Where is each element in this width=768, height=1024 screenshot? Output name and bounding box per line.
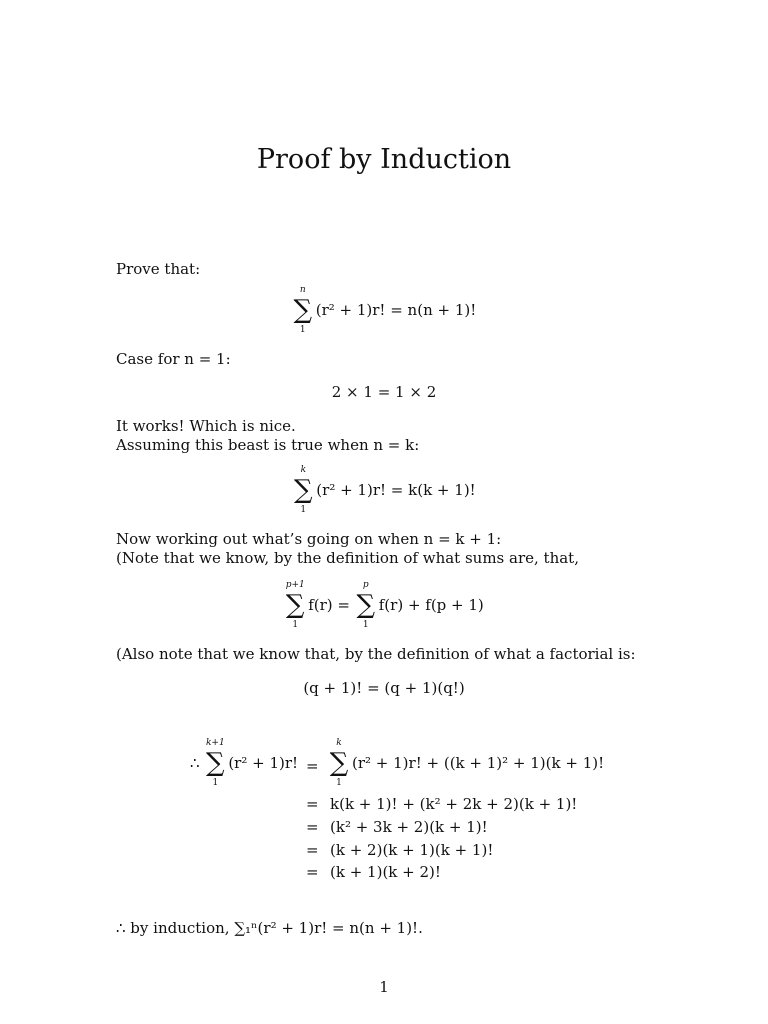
case-n1-equation: 2 × 1 = 1 × 2 — [331, 383, 437, 401]
equation-sum-definition — [0, 580, 768, 630]
chain-lhs-body: (r² + 1)r! — [228, 754, 299, 772]
assuming-text: Assuming this beast is true when n = k: — [116, 436, 420, 454]
chain-equals-1: = — [306, 757, 319, 775]
equation-sum-rhs: f(r) + f(p + 1) — [378, 596, 484, 614]
chain-line-4: (k + 2)(k + 1)(k + 1)! — [330, 841, 494, 859]
chain-line-5: (k + 1)(k + 2)! — [330, 863, 441, 881]
summation-symbol: n ∑ 1 — [293, 285, 312, 335]
chain-line-1 — [328, 738, 605, 790]
chain-lhs — [190, 738, 299, 790]
chain-equals-2: = — [306, 795, 319, 813]
chain-line-3: (k² + 3k + 2)(k + 1)! — [330, 818, 488, 836]
note-sums-text: (Note that we know, by the definition of what sums are, that, — [116, 549, 579, 567]
equation-statement-rhs: (r² + 1)r! = n(n + 1)! — [315, 301, 477, 319]
page-title: Proof by Induction — [256, 144, 512, 175]
conclusion-text: ∴ by induction, ∑₁ⁿ(r² + 1)r! = n(n + 1)!. — [116, 919, 423, 937]
summation-symbol: k ∑ 1 — [329, 738, 349, 788]
note-factorial-text: (Also note that we know that, by the definition of what a factorial is: — [116, 645, 636, 663]
now-working-text: Now working out what’s going on when n = k + 1: — [116, 530, 502, 548]
prove-that-label: Prove that: — [116, 260, 201, 278]
chain-equals-5: = — [306, 863, 319, 881]
summation-symbol: p+1 ∑ 1 — [285, 580, 305, 630]
equation-assumption-rhs: (r² + 1)r! = k(k + 1)! — [316, 481, 476, 499]
chain-equals-3: = — [306, 818, 319, 836]
chain-line-1-rhs: (r² + 1)r! + ((k + 1)² + 1)(k + 1)! — [352, 754, 605, 772]
equation-assumption — [0, 465, 768, 515]
page-number: 1 — [379, 978, 389, 996]
case-n1-label: Case for n = 1: — [116, 350, 231, 368]
summation-symbol: k+1 ∑ 1 — [205, 738, 225, 788]
factorial-equation: (q + 1)! = (q + 1)(q!) — [303, 679, 465, 697]
equation-statement — [0, 285, 768, 335]
therefore-symbol: ∴ — [190, 754, 200, 772]
chain-equals-4: = — [306, 841, 319, 859]
summation-symbol: k ∑ 1 — [294, 465, 313, 515]
summation-symbol: p ∑ 1 — [356, 580, 376, 630]
equation-sum-lhs: f(r) = — [308, 596, 350, 614]
chain-line-2: k(k + 1)! + (k² + 2k + 2)(k + 1)! — [330, 795, 578, 813]
it-works-text: It works! Which is nice. — [116, 417, 296, 435]
